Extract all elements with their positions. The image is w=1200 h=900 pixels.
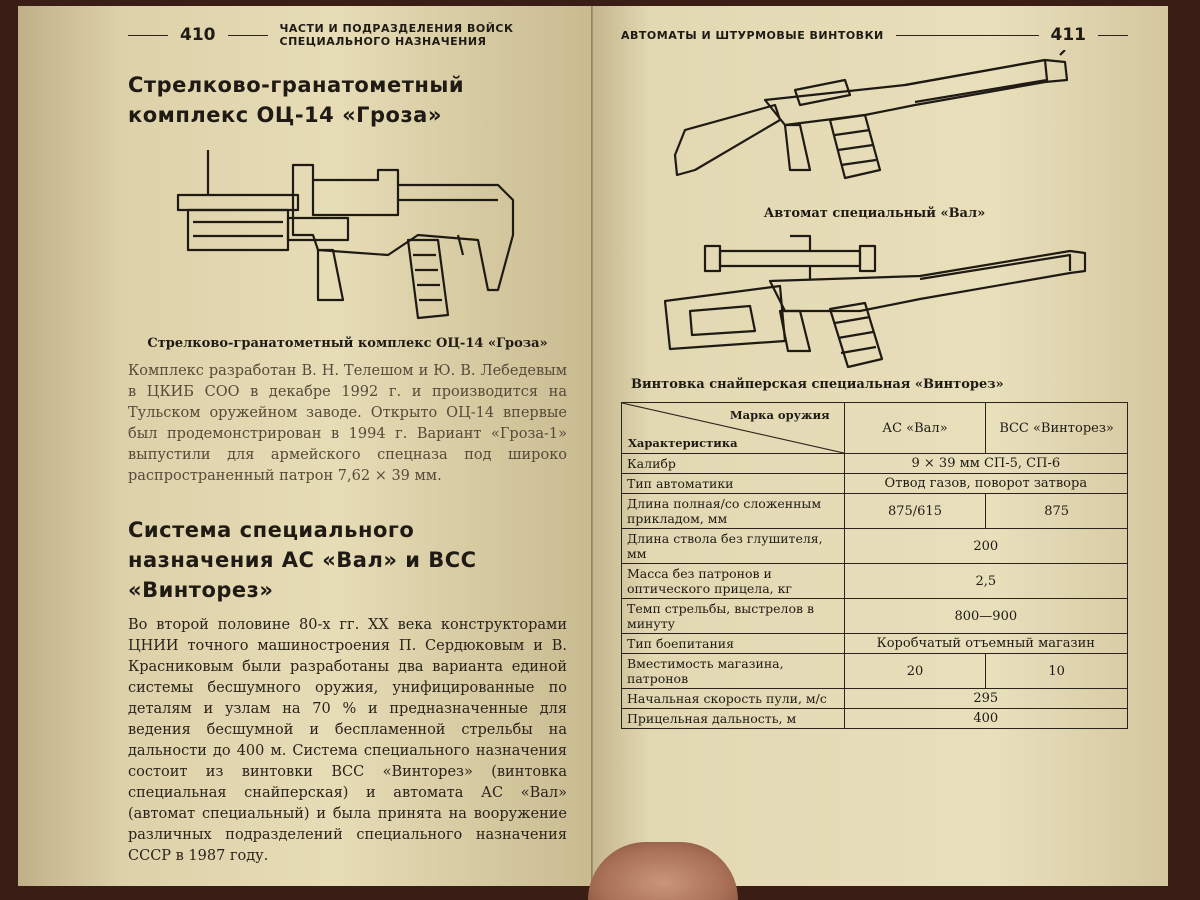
table-header-row <box>622 403 1128 454</box>
row-label: Тип автоматики <box>622 474 845 494</box>
table-row <box>622 564 1128 599</box>
row-label: Масса без патронов и оптического прицела, кг <box>622 564 845 599</box>
row-value-merged: 800—900 <box>844 599 1127 634</box>
left-page <box>18 6 593 886</box>
row-label: Калибр <box>622 454 845 474</box>
paragraph-groza: Комплекс разработан В. Н. Телешом и Ю. В. Лебедевым в ЦКИБ СОО в декабре 1992 г. и производится на Тульском оружейном заводе. Открыто ОЦ-14 впервые был продемонстрирован в 1994 г. Вариант «Гроза-1» выпустили для армейского спецназа под широко распространенный патрон 7,62 × 39 мм. <box>128 363 567 484</box>
left-running-head <box>128 20 567 50</box>
row-label: Вместимость магазина, патронов <box>622 654 845 689</box>
specs-table <box>621 402 1128 729</box>
page-number-left: 410 <box>180 25 216 45</box>
header-characteristic: Характеристика <box>628 436 738 450</box>
heading-groza: Стрелково-гранатометный комплекс ОЦ-14 «Гроза» <box>128 73 465 127</box>
right-page <box>593 6 1168 886</box>
row-value-merged: 295 <box>844 689 1127 709</box>
row-value-vss: 875 <box>986 494 1128 529</box>
row-label: Длина ствола без глушителя, мм <box>622 529 845 564</box>
table-row <box>622 474 1128 494</box>
table-row <box>622 654 1128 689</box>
rule <box>896 35 1039 36</box>
rule <box>128 35 168 36</box>
right-running-title: АВТОМАТЫ И ШТУРМОВЫЕ ВИНТОВКИ <box>621 28 884 42</box>
header-vss-vintorez: ВСС «Винторез» <box>986 403 1128 454</box>
groza-illustration <box>168 140 528 330</box>
figure-vintorez <box>621 231 1128 371</box>
table-row <box>622 494 1128 529</box>
row-value-merged: Коробчатый отъемный магазин <box>844 634 1127 654</box>
row-label: Длина полная/со сложенным прикладом, мм <box>622 494 845 529</box>
row-value-merged: 2,5 <box>844 564 1127 599</box>
page-number-right: 411 <box>1050 25 1086 45</box>
header-as-val: АС «Вал» <box>844 403 986 454</box>
table-row <box>622 454 1128 474</box>
left-running-title: ЧАСТИ И ПОДРАЗДЕЛЕНИЯ ВОЙСК СПЕЦИАЛЬНОГО НАЗНАЧЕНИЯ <box>279 22 514 48</box>
paragraph-val-vintorez: Во второй половине 80-х гг. XX века конструкторами ЦНИИ точного машиностроения П. Сердюковым и В. Красниковым были разработаны два варианта единой системы бесшумного оружия, унифицированные по деталям и узлам на 70 % и предназначенные для ведения бесшумной и беспламенной стрельбы на дальности до 400 м. Система специального назначения состоит из винтовки ВСС «Винторез» (винтовка специальная снайперская) и автомата АС «Вал» (автомат специальный) и была принята на вооружение различных подразделений специального назначения СССР в 1987 году. <box>128 617 567 864</box>
header-weapon: Марка оружия <box>729 408 830 422</box>
figure-val <box>621 50 1128 200</box>
row-label: Тип боепитания <box>622 634 845 654</box>
table-row <box>622 709 1128 729</box>
row-label: Начальная скорость пули, м/с <box>622 689 845 709</box>
table-row <box>622 599 1128 634</box>
right-running-head <box>621 20 1128 50</box>
row-label: Темп стрельбы, выстрелов в минуту <box>622 599 845 634</box>
row-value-merged: 9 × 39 мм СП-5, СП-6 <box>844 454 1127 474</box>
rule <box>228 35 268 36</box>
row-value-merged: 200 <box>844 529 1127 564</box>
vintorez-illustration <box>660 231 1090 371</box>
row-value-merged: Отвод газов, поворот затвора <box>844 474 1127 494</box>
row-value-merged: 400 <box>844 709 1127 729</box>
diagonal-header-cell <box>622 403 845 454</box>
table-row <box>622 689 1128 709</box>
figure-groza <box>128 140 567 330</box>
row-label: Прицельная дальность, м <box>622 709 845 729</box>
row-value-as-val: 875/615 <box>844 494 986 529</box>
rule <box>1098 35 1128 36</box>
heading-val-vintorez: Система специального назначения АС «Вал» и ВСС «Винторез» <box>128 518 477 602</box>
table-row <box>622 529 1128 564</box>
caption-vintorez: Винтовка снайперская специальная «Винторез» <box>631 377 1004 392</box>
caption-groza: Стрелково-гранатометный комплекс ОЦ-14 «Гроза» <box>147 336 548 351</box>
val-illustration <box>665 50 1085 200</box>
open-book <box>18 6 1168 886</box>
row-value-vss: 10 <box>986 654 1128 689</box>
caption-val: Автомат специальный «Вал» <box>763 206 986 221</box>
table-row <box>622 634 1128 654</box>
row-value-as-val: 20 <box>844 654 986 689</box>
